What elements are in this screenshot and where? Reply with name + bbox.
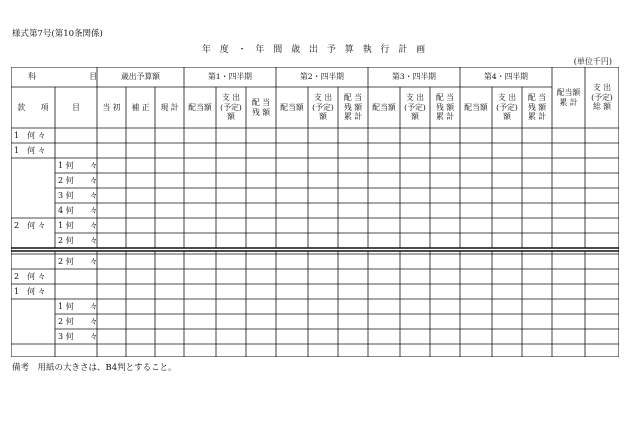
row-bottom-2-kou: 2 何 々 [14,272,46,281]
header-q1-zangaku: 配 当 残 額 [251,97,271,117]
row-top-4-moku: 2 何 々 [58,176,98,185]
header-q1-haitogaku: 配当額 [188,102,212,112]
header-genkei: 現 計 [160,102,179,112]
row-top-3-moku: 1 何 々 [58,161,98,170]
row-bottom-3-kou: 1 何 々 [14,287,46,296]
header-quarter-2: 第2・四半期 [300,72,344,82]
row-top-8-moku: 2 何 々 [58,236,98,245]
row-top-2-kou: 1 何 々 [14,146,46,155]
row-bottom-1-moku: 2 何 々 [58,257,98,266]
header-kamoku: 科 [28,72,36,82]
header-moku-top: 目 [89,72,97,82]
header-moku: 目 [72,102,80,112]
header-hosei: 補 正 [131,102,150,112]
header-q3-zangaku-ruikei: 配 当 残 額 累 計 [435,92,455,122]
header-q3-shishutsu: 支 出 (予定) 額 [404,92,426,122]
header-q4-zangaku-ruikei: 配 当 残 額 累 計 [527,92,547,122]
form-title: 年 度 ・ 年 間 歳 出 予 算 執 行 計 画 [201,45,429,55]
header-q4-haitogaku: 配当額 [464,102,488,112]
header-q2-haitogaku: 配当額 [280,102,304,112]
header-quarter-1: 第1・四半期 [208,72,252,82]
header-kou: 款 項 [17,102,49,112]
execution-plan-table [11,67,619,357]
form-number: 様式第7号(第10条関係) [12,29,103,39]
row-top-7-kou: 2 何 々 [14,221,46,230]
row-top-1-kou: 1 何 々 [14,131,46,140]
header-q2-shishutsu: 支 出 (予定) 額 [312,92,334,122]
row-bottom-4-moku: 1 何 々 [58,302,98,311]
header-quarter-4: 第4・四半期 [484,72,528,82]
footnote: 備考 用紙の大きさは、B4判とすること。 [12,363,177,373]
header-q4-shishutsu: 支 出 (予定) 額 [496,92,518,122]
row-top-6-moku: 4 何 々 [58,206,98,215]
header-quarter-3: 第3・四半期 [392,72,436,82]
header-q3-haitogaku: 配当額 [372,102,396,112]
header-shishutsu-sogaku: 支 出 (予定) 総 額 [591,82,613,112]
header-haito-ruikei: 配当額 累 計 [556,87,581,107]
unit-label: (単位千円) [573,57,612,66]
row-top-5-moku: 3 何 々 [58,191,98,200]
header-q1-shishutsu: 支 出 (予定) 額 [220,92,242,122]
row-bottom-6-moku: 3 何 々 [58,332,98,341]
header-saishutsu-yosan: 歳出予算額 [121,72,160,82]
header-tosho: 当 初 [102,102,121,112]
header-q2-zangaku-ruikei: 配 当 残 額 累 計 [343,92,363,122]
row-top-7-moku: 1 何 々 [58,221,98,230]
row-bottom-5-moku: 2 何 々 [58,317,98,326]
